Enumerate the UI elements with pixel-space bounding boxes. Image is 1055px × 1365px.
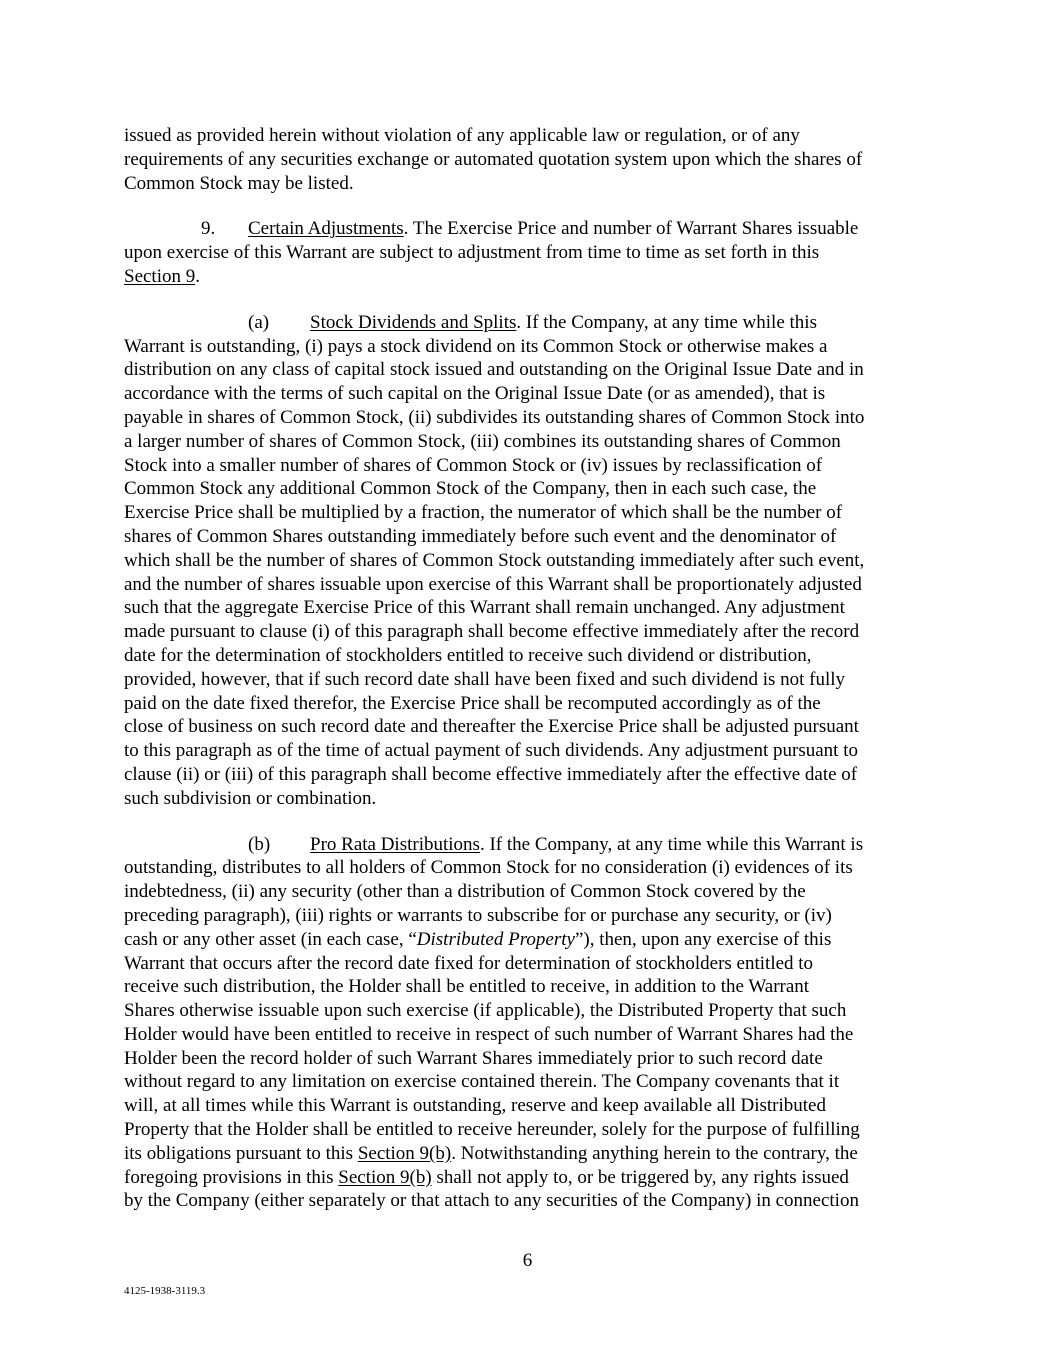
text-fragment: . Notwithstanding anything herein to the contrary, the bbox=[451, 1142, 858, 1164]
text-line: such that the aggregate Exercise Price of this Warrant shall remain unchanged. Any adjustment bbox=[124, 597, 845, 619]
text-line: accordance with the terms of such capital on the Original Issue Date (or as amended), that is bbox=[124, 383, 826, 405]
page-number: 6 bbox=[522, 1250, 533, 1271]
clause-label: (a) bbox=[248, 311, 270, 333]
text-line: requirements of any securities exchange or automated quotation system upon which the shares of bbox=[124, 148, 863, 170]
document-id: 4125-1938-3119.3 bbox=[124, 1285, 206, 1297]
text-line: indebtedness, (ii) any security (other than a distribution of Common Stock covered by the bbox=[124, 881, 806, 903]
text-line: provided, however, that if such record date shall have been fixed and such dividend is not fully bbox=[124, 668, 846, 690]
text-line: payable in shares of Common Stock, (ii) subdivides its outstanding shares of Common Stock into bbox=[124, 406, 865, 428]
text-line bbox=[124, 1166, 932, 1190]
intro-paragraph bbox=[124, 124, 932, 195]
text-line: Common Stock any additional Common Stock of the Company, then in each such case, the bbox=[124, 478, 817, 500]
text-line: Warrant is outstanding, (i) pays a stock dividend on its Common Stock or otherwise makes a bbox=[124, 335, 828, 357]
text-fragment: foregoing provisions in this bbox=[124, 1166, 339, 1188]
text-fragment: . If the Company, at any time while this bbox=[516, 311, 817, 333]
text-line: issued as provided herein without violation of any applicable law or regulation, or of any bbox=[124, 125, 800, 146]
text-line: close of business on such record date and thereafter the Exercise Price shall be adjusted pursuant bbox=[124, 716, 859, 738]
text-line: date for the determination of stockholders entitled to receive such dividend or distribution, bbox=[124, 644, 812, 666]
text-line: paid on the date fixed therefor, the Exercise Price shall be recomputed accordingly as of the bbox=[124, 692, 821, 714]
text-line: Stock into a smaller number of shares of Common Stock or (iv) issues by reclassification of bbox=[124, 454, 823, 476]
text-line: a larger number of shares of Common Stock, (iii) combines its outstanding shares of Common bbox=[124, 430, 841, 452]
text-line: Holder would have been entitled to receive in respect of such number of Warrant Shares had the bbox=[124, 1023, 854, 1045]
text-line bbox=[124, 928, 932, 952]
document-body bbox=[124, 124, 932, 1235]
text-line: and the number of shares issuable upon exercise of this Warrant shall be proportionately adjusted bbox=[124, 573, 862, 595]
text-line: which shall be the number of shares of Common Stock outstanding immediately after such event, bbox=[124, 549, 865, 571]
text-line bbox=[124, 265, 932, 289]
text-line bbox=[124, 833, 932, 857]
section-number: 9. bbox=[201, 218, 216, 240]
text-line: such subdivision or combination. bbox=[124, 787, 377, 809]
text-line: by the Company (either separately or that attach to any securities of the Company) in connection bbox=[124, 1190, 859, 1212]
text-line: Common Stock may be listed. bbox=[124, 172, 354, 194]
text-line: to this paragraph as of the time of actual payment of such dividends. Any adjustment pursuant to bbox=[124, 740, 858, 762]
text-line: Warrant that occurs after the record date fixed for determination of stockholders entitled to bbox=[124, 952, 814, 974]
section-reference: Section 9(b) bbox=[338, 1166, 432, 1188]
section-heading: Certain Adjustments bbox=[248, 218, 404, 240]
text-line: preceding paragraph), (iii) rights or warrants to subscribe for or purchase any security, or (iv) bbox=[124, 904, 832, 926]
text-fragment: . If the Company, at any time while this Warrant is bbox=[479, 833, 864, 855]
text-fragment: . bbox=[195, 265, 200, 287]
text-line: will, at all times while this Warrant is outstanding, reserve and keep available all Distributed bbox=[124, 1095, 826, 1117]
text-line: Holder been the record holder of such Warrant Shares immediately prior to such record date bbox=[124, 1047, 823, 1069]
text-fragment: shall not apply to, or be triggered by, any rights issued bbox=[431, 1166, 849, 1188]
text-fragment: ”), then, upon any exercise of this bbox=[574, 928, 832, 950]
section-reference: Section 9(b) bbox=[357, 1142, 452, 1164]
text-line bbox=[124, 311, 932, 335]
text-line: shares of Common Shares outstanding immediately before such event and the denominator of bbox=[124, 525, 837, 547]
defined-term: Distributed Property bbox=[416, 928, 575, 950]
text-line: made pursuant to clause (i) of this paragraph shall become effective immediately after the record bbox=[124, 621, 860, 643]
text-line bbox=[124, 217, 932, 241]
section-9-paragraph bbox=[124, 217, 932, 288]
text-line: Shares otherwise issuable upon such exercise (if applicable), the Distributed Property that such bbox=[124, 1000, 847, 1022]
clause-heading: Stock Dividends and Splits bbox=[310, 311, 517, 333]
text-fragment: its obligations pursuant to this bbox=[124, 1142, 358, 1164]
clause-label: (b) bbox=[248, 833, 271, 855]
text-line: Exercise Price shall be multiplied by a fraction, the numerator of which shall be the number of bbox=[124, 502, 843, 524]
text-fragment: cash or any other asset (in each case, “ bbox=[124, 928, 417, 950]
text-fragment: . The Exercise Price and number of Warrant Shares issuable bbox=[403, 218, 859, 240]
text-line: distribution on any class of capital stock issued and outstanding on the Original Issue Date and in bbox=[124, 359, 864, 381]
text-line: outstanding, distributes to all holders of Common Stock for no consideration (i) evidences of its bbox=[124, 857, 853, 879]
text-line: receive such distribution, the Holder shall be entitled to receive, in addition to the Warrant bbox=[124, 976, 810, 998]
section-reference: Section 9 bbox=[124, 265, 196, 287]
text-line: without regard to any limitation on exercise contained therein. The Company covenants that it bbox=[124, 1071, 840, 1093]
clause-b-paragraph bbox=[124, 833, 932, 1214]
clause-heading: Pro Rata Distributions bbox=[310, 833, 480, 855]
text-line: Property that the Holder shall be entitled to receive hereunder, solely for the purpose of fulfilling bbox=[124, 1119, 860, 1141]
text-line bbox=[124, 1142, 932, 1166]
clause-a-paragraph bbox=[124, 311, 932, 811]
text-line: upon exercise of this Warrant are subject to adjustment from time to time as set forth in this bbox=[124, 242, 820, 264]
text-line: clause (ii) or (iii) of this paragraph shall become effective immediately after the effective date of bbox=[124, 763, 858, 785]
